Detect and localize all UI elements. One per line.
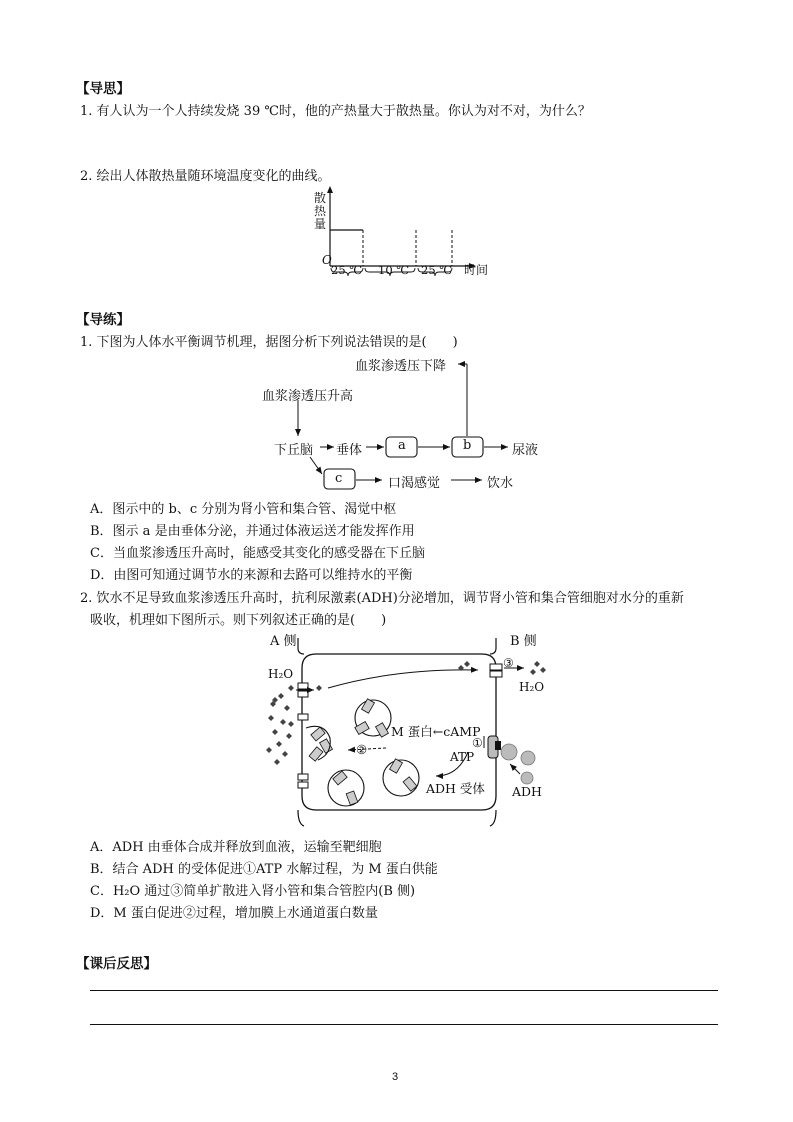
diagram-side-b: B 侧 [510, 634, 537, 649]
exercise-2-stem-line2: 吸收，机理如下图所示。则下列叙述正确的是( ) [90, 613, 387, 628]
section-reflect-heading: 【课后反思】 [76, 956, 157, 972]
ex2-option-c: C．H₂O 通过③简单扩散进入肾小管和集合管腔内(B 侧) [90, 884, 416, 899]
diagram-h2o-left: H₂O [268, 667, 294, 681]
diagram-adh-receptor: ADH 受体 [426, 781, 485, 796]
diagram-h2o-right: H₂O [519, 680, 545, 694]
exercise-1-stem: 1. 下图为人体水平衡调节机理，据图分析下列说法错误的是( ) [80, 335, 458, 350]
diagram-circle-1: ① [472, 736, 483, 750]
ex1-option-c: C．当血浆渗透压升高时，能感受其变化的感受器在下丘脑 [90, 546, 425, 561]
diagram-rise-label: 血浆渗透压升高 [262, 389, 354, 404]
section-daolian-heading: 【导练】 [76, 312, 130, 328]
diagram-drink: 饮水 [487, 476, 514, 491]
ex1-option-a: A．图示中的 b、c 分别为肾小管和集合管、渴觉中枢 [90, 502, 397, 517]
page-number: 3 [392, 1071, 399, 1083]
question-1: 1. 有人认为一个人持续发烧 39 ℃时，他的产热量大于散热量。你认为对不对，为什么？ [80, 104, 591, 119]
section-daosi-heading: 【导思】 [76, 81, 130, 97]
reflect-line-1 [90, 990, 718, 991]
exercise-2-stem-line1: 2. 饮水不足导致血浆渗透压升高时，抗利尿激素(ADH)分泌增加，调节肾小管和集合管细胞对水分的重新 [80, 591, 684, 606]
ex2-option-a: A．ADH 由垂体合成并释放到血液，运输至靶细胞 [90, 840, 382, 855]
graph-origin: O [322, 253, 332, 267]
diagram-m-protein: M 蛋白←cAMP [391, 724, 481, 739]
graph-ylabel: 散热量 [314, 191, 327, 231]
diagram-thirst: 口渴感觉 [388, 476, 441, 491]
diagram-circle-3: ③ [503, 656, 514, 670]
diagram-box-a: a [398, 438, 406, 453]
diagram-atp: ATP [450, 750, 475, 764]
diagram-adh: ADH [512, 784, 542, 799]
ex1-option-b: B．图示 a 是由垂体分泌，并通过体液运送才能发挥作用 [90, 524, 415, 539]
ex2-option-b: B．结合 ADH 的受体促进①ATP 水解过程，为 M 蛋白供能 [90, 862, 438, 877]
question-2: 2. 绘出人体散热量随环境温度变化的曲线。 [80, 169, 331, 184]
diagram-circle-2: ② [356, 742, 368, 757]
ex2-option-d: D．M 蛋白促进②过程，增加膜上水通道蛋白数量 [90, 906, 378, 921]
diagram-side-a: A 侧 [270, 634, 297, 649]
graph-seg3: 25 ℃ [421, 263, 453, 277]
diagram-box-b: b [463, 438, 472, 453]
diagram-urine: 尿液 [512, 443, 539, 458]
graph-seg1: 25 ℃ [331, 263, 363, 277]
diagram-box-c: c [335, 471, 343, 486]
diagram-pituitary: 垂体 [336, 443, 363, 458]
diagram-hypothalamus: 下丘脑 [274, 443, 314, 458]
ex1-option-d: D．由图可知通过调节水的来源和去路可以维持水的平衡 [90, 568, 413, 583]
reflect-line-2 [90, 1024, 718, 1025]
graph-seg2: 10 ℃ [378, 263, 410, 277]
diagram-top-label: 血浆渗透压下降 [355, 359, 447, 374]
graph-xlabel: 时间 [464, 263, 489, 277]
